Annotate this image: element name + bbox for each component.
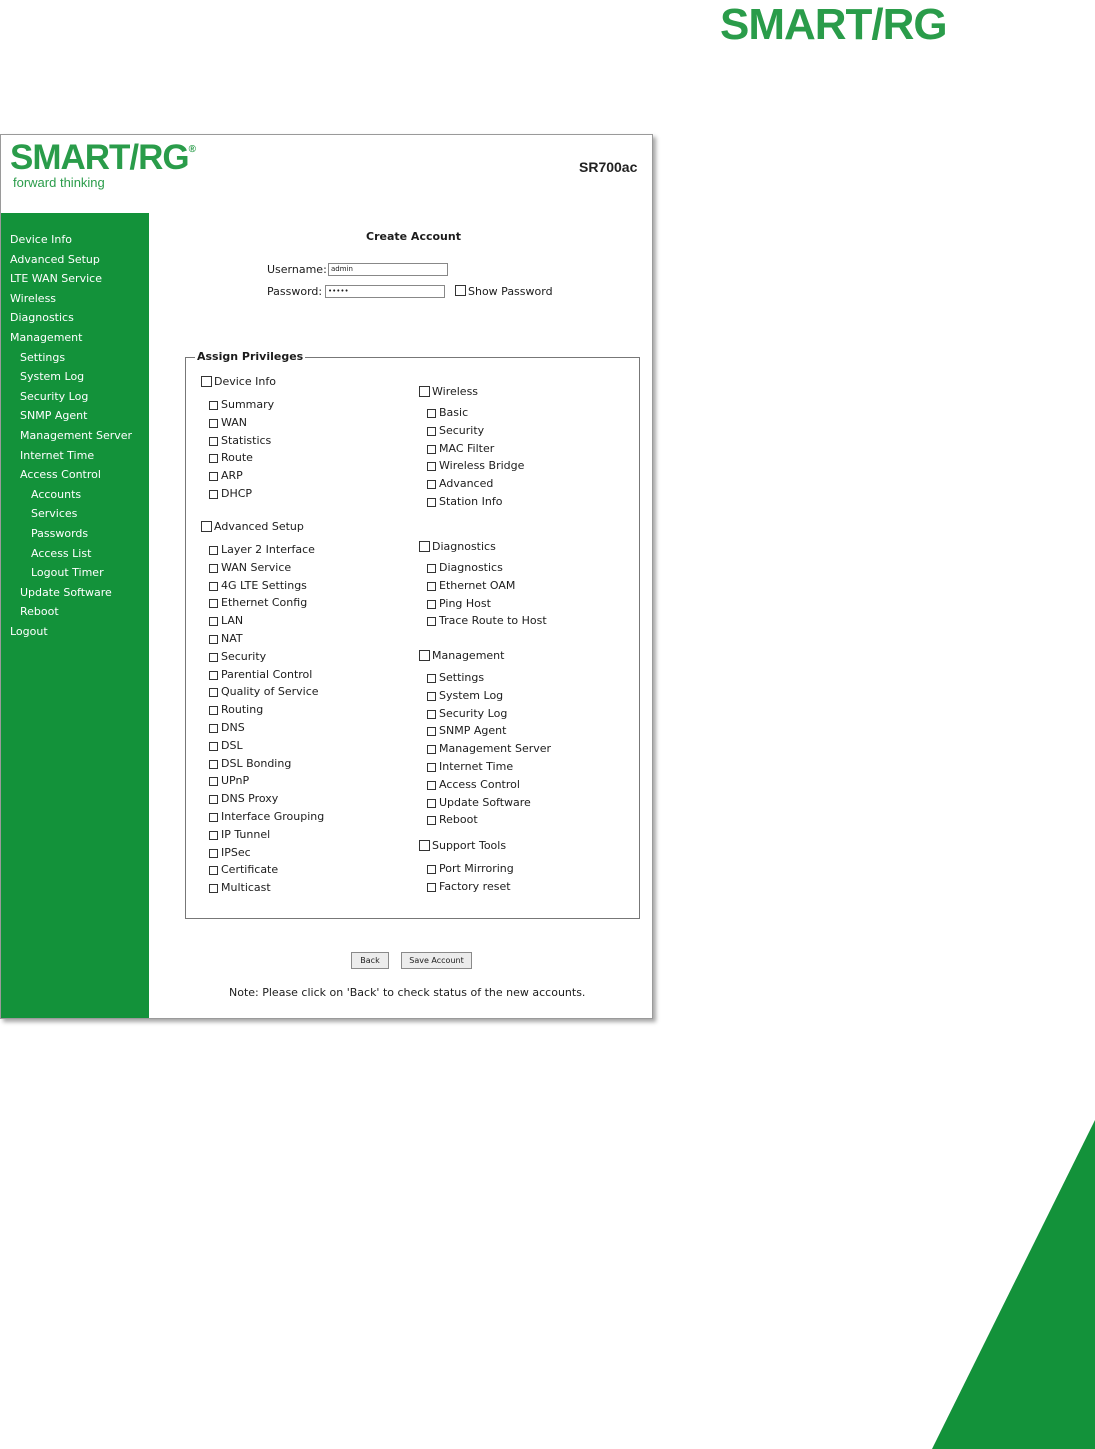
priv-r-management-server-checkbox[interactable] bbox=[427, 745, 436, 754]
router-header bbox=[1, 135, 652, 213]
save-account-button[interactable]: Save Account bbox=[401, 952, 472, 969]
priv-dns-label: DNS bbox=[221, 721, 245, 734]
sidebar-item-internet-time[interactable]: Internet Time bbox=[20, 448, 95, 462]
priv-r-internet-time-checkbox[interactable] bbox=[427, 763, 436, 772]
priv-r-station-info-label: Station Info bbox=[439, 495, 503, 508]
priv-r-system-log-checkbox[interactable] bbox=[427, 692, 436, 701]
priv-device-info-checkbox[interactable] bbox=[201, 376, 212, 387]
priv-r-wireless-bridge-checkbox[interactable] bbox=[427, 462, 436, 471]
priv-r-mac-filter-label: MAC Filter bbox=[439, 441, 495, 455]
priv-route-checkbox[interactable] bbox=[209, 454, 218, 463]
priv-nat-checkbox[interactable] bbox=[209, 635, 218, 644]
priv-r-reboot-label: Reboot bbox=[439, 813, 478, 827]
priv-statistics-checkbox[interactable] bbox=[209, 437, 218, 446]
show-password-label: Show Password bbox=[468, 285, 553, 298]
priv-r-basic-checkbox[interactable] bbox=[427, 409, 436, 418]
priv-security-checkbox[interactable] bbox=[209, 653, 218, 662]
priv-r-security-checkbox[interactable] bbox=[427, 427, 436, 436]
sidebar-item-access-control[interactable]: Access Control bbox=[20, 468, 101, 482]
priv-advanced-setup-label: Advanced Setup bbox=[214, 520, 304, 533]
priv-route-label: Route bbox=[221, 451, 253, 465]
priv-dns-proxy-label: DNS Proxy bbox=[221, 792, 279, 806]
priv-r-wireless-label: Wireless bbox=[432, 385, 479, 398]
sidebar-item-device-info[interactable]: Device Info bbox=[10, 233, 72, 246]
priv-r-trace-route-to-host-label: Trace Route to Host bbox=[439, 614, 547, 628]
priv-r-ethernet-oam-label: Ethernet OAM bbox=[439, 578, 516, 592]
priv-summary-label: Summary bbox=[221, 398, 275, 411]
priv-r-snmp-agent-checkbox[interactable] bbox=[427, 727, 436, 736]
sidebar-item-snmp-agent[interactable]: SNMP Agent bbox=[20, 409, 88, 423]
privileges-legend: Assign Privileges bbox=[197, 350, 304, 363]
priv-r-system-log-label: System Log bbox=[439, 688, 504, 702]
priv-dns-checkbox[interactable] bbox=[209, 724, 218, 733]
router-ui-frame bbox=[0, 134, 653, 1019]
priv-upnp-label: UPnP bbox=[221, 774, 250, 788]
priv-r-support-tools-label: Support Tools bbox=[432, 839, 507, 852]
priv-r-settings-checkbox[interactable] bbox=[427, 674, 436, 683]
priv-dns-proxy-checkbox[interactable] bbox=[209, 795, 218, 804]
priv-r-mac-filter-checkbox[interactable] bbox=[427, 445, 436, 454]
priv-r-advanced-label: Advanced bbox=[439, 477, 494, 491]
sidebar-item-accounts[interactable]: Accounts bbox=[31, 487, 82, 501]
priv-dsl-checkbox[interactable] bbox=[209, 742, 218, 751]
priv-dhcp-checkbox[interactable] bbox=[209, 490, 218, 499]
show-password-checkbox[interactable] bbox=[455, 285, 466, 296]
sidebar-item-services[interactable]: Services bbox=[31, 507, 78, 521]
priv-4g-lte-settings-label: 4G LTE Settings bbox=[221, 578, 307, 592]
priv-dsl-bonding-label: DSL Bonding bbox=[221, 756, 292, 770]
priv-quality-of-service-checkbox[interactable] bbox=[209, 688, 218, 697]
password-input[interactable]: ••••• bbox=[325, 285, 445, 298]
priv-wan-service-checkbox[interactable] bbox=[209, 564, 218, 573]
sidebar-item-diagnostics[interactable]: Diagnostics bbox=[10, 311, 74, 325]
priv-r-basic-label: Basic bbox=[439, 406, 469, 419]
priv-arp-checkbox[interactable] bbox=[209, 472, 218, 481]
priv-r-snmp-agent-label: SNMP Agent bbox=[439, 724, 507, 738]
sidebar-item-lte-wan-service[interactable]: LTE WAN Service bbox=[10, 272, 102, 286]
priv-r-diagnostics-checkbox[interactable] bbox=[419, 541, 430, 552]
priv-r-management-label: Management bbox=[432, 649, 505, 662]
priv-4g-lte-settings-checkbox[interactable] bbox=[209, 582, 218, 591]
priv-r-management-checkbox[interactable] bbox=[419, 650, 430, 661]
priv-statistics-label: Statistics bbox=[221, 433, 272, 447]
priv-interface-grouping-checkbox[interactable] bbox=[209, 813, 218, 822]
priv-advanced-setup-checkbox[interactable] bbox=[201, 521, 212, 532]
sidebar-item-wireless[interactable]: Wireless bbox=[10, 291, 57, 305]
priv-lan-label: LAN bbox=[221, 614, 244, 628]
priv-dhcp-label: DHCP bbox=[221, 487, 253, 500]
priv-r-settings-label: Settings bbox=[439, 671, 485, 684]
priv-r-factory-reset-label: Factory reset bbox=[439, 879, 511, 893]
priv-ipsec-checkbox[interactable] bbox=[209, 849, 218, 858]
priv-r-ping-host-label: Ping Host bbox=[439, 596, 491, 610]
priv-r-update-software-label: Update Software bbox=[439, 795, 531, 809]
priv-layer-2-interface-label: Layer 2 Interface bbox=[221, 543, 315, 556]
priv-certificate-checkbox[interactable] bbox=[209, 866, 218, 875]
priv-r-internet-time-label: Internet Time bbox=[439, 760, 514, 773]
priv-lan-checkbox[interactable] bbox=[209, 617, 218, 626]
note-text: Note: Please click on 'Back' to check status of the new accounts. bbox=[229, 986, 586, 999]
password-label: Password: bbox=[267, 285, 323, 298]
priv-r-update-software-checkbox[interactable] bbox=[427, 799, 436, 808]
priv-r-access-control-checkbox[interactable] bbox=[427, 781, 436, 790]
username-label: Username: bbox=[267, 263, 327, 276]
priv-wan-service-label: WAN Service bbox=[221, 560, 292, 574]
priv-wan-label: WAN bbox=[221, 415, 248, 429]
priv-routing-checkbox[interactable] bbox=[209, 706, 218, 715]
priv-security-label: Security bbox=[221, 649, 267, 663]
sidebar-item-logout[interactable]: Logout bbox=[10, 625, 48, 638]
priv-multicast-label: Multicast bbox=[221, 881, 271, 895]
sidebar-item-management-server[interactable]: Management Server bbox=[20, 429, 133, 442]
priv-r-security-log-checkbox[interactable] bbox=[427, 710, 436, 719]
priv-r-port-mirroring-checkbox[interactable] bbox=[427, 865, 436, 874]
priv-layer-2-interface-checkbox[interactable] bbox=[209, 546, 218, 555]
priv-r-port-mirroring-label: Port Mirroring bbox=[439, 862, 514, 875]
sidebar-item-logout-timer[interactable]: Logout Timer bbox=[31, 566, 104, 580]
priv-upnp-checkbox[interactable] bbox=[209, 777, 218, 786]
priv-wan-checkbox[interactable] bbox=[209, 419, 218, 428]
username-input[interactable]: admin bbox=[328, 263, 448, 276]
priv-device-info-label: Device Info bbox=[214, 375, 276, 388]
priv-r-diagnostics-label: Diagnostics bbox=[432, 540, 496, 553]
priv-ip-tunnel-label: IP Tunnel bbox=[221, 827, 271, 841]
sidebar-item-access-list[interactable]: Access List bbox=[31, 546, 92, 560]
corner-green-triangle bbox=[932, 1120, 1095, 1449]
priv-r-access-control-label: Access Control bbox=[439, 777, 520, 791]
priv-r-security-log-label: Security Log bbox=[439, 706, 508, 720]
priv-r-trace-route-to-host-checkbox[interactable] bbox=[427, 617, 436, 626]
priv-dsl-bonding-checkbox[interactable] bbox=[209, 760, 218, 769]
priv-multicast-checkbox[interactable] bbox=[209, 884, 218, 893]
priv-summary-checkbox[interactable] bbox=[209, 401, 218, 410]
priv-dsl-label: DSL bbox=[221, 738, 243, 752]
router-logo: SMART/RG® bbox=[10, 138, 196, 177]
priv-r-diagnostics-checkbox[interactable] bbox=[427, 564, 436, 573]
sidebar-nav bbox=[1, 213, 149, 1018]
sidebar-item-update-software[interactable]: Update Software bbox=[20, 585, 112, 599]
priv-ethernet-config-label: Ethernet Config bbox=[221, 596, 308, 610]
sidebar-item-advanced-setup[interactable]: Advanced Setup bbox=[10, 252, 100, 266]
priv-r-support-tools-checkbox[interactable] bbox=[419, 840, 430, 851]
model-name: SR700ac bbox=[579, 159, 638, 175]
priv-ethernet-config-checkbox[interactable] bbox=[209, 599, 218, 608]
priv-r-diagnostics-label: Diagnostics bbox=[439, 561, 503, 574]
sidebar-item-reboot[interactable]: Reboot bbox=[20, 605, 59, 619]
priv-r-reboot-checkbox[interactable] bbox=[427, 816, 436, 825]
priv-interface-grouping-label: Interface Grouping bbox=[221, 810, 325, 823]
priv-r-station-info-checkbox[interactable] bbox=[427, 498, 436, 507]
back-button[interactable]: Back bbox=[351, 952, 389, 969]
priv-r-ping-host-checkbox[interactable] bbox=[427, 600, 436, 609]
smartrg-top-logo: SMART/RG bbox=[720, 0, 947, 49]
priv-ip-tunnel-checkbox[interactable] bbox=[209, 831, 218, 840]
priv-routing-label: Routing bbox=[221, 703, 264, 717]
priv-parential-control-label: Parential Control bbox=[221, 667, 313, 681]
priv-certificate-label: Certificate bbox=[221, 863, 279, 877]
sidebar-item-settings[interactable]: Settings bbox=[20, 350, 66, 364]
priv-ipsec-label: IPSec bbox=[221, 845, 251, 859]
priv-r-management-server-label: Management Server bbox=[439, 742, 552, 756]
sidebar-item-security-log[interactable]: Security Log bbox=[20, 389, 89, 403]
priv-r-advanced-checkbox[interactable] bbox=[427, 480, 436, 489]
priv-r-security-label: Security bbox=[439, 423, 485, 437]
page-title: Create Account bbox=[366, 230, 461, 243]
sidebar-item-passwords[interactable]: Passwords bbox=[31, 527, 89, 540]
sidebar-item-system-log[interactable]: System Log bbox=[20, 370, 85, 384]
priv-r-wireless-checkbox[interactable] bbox=[419, 386, 430, 397]
priv-nat-label: NAT bbox=[221, 632, 243, 645]
sidebar-item-management[interactable]: Management bbox=[10, 331, 83, 344]
priv-r-wireless-bridge-label: Wireless Bridge bbox=[439, 459, 525, 473]
priv-quality-of-service-label: Quality of Service bbox=[221, 685, 319, 699]
priv-arp-label: ARP bbox=[221, 469, 243, 483]
priv-r-factory-reset-checkbox[interactable] bbox=[427, 883, 436, 892]
priv-r-ethernet-oam-checkbox[interactable] bbox=[427, 582, 436, 591]
priv-parential-control-checkbox[interactable] bbox=[209, 671, 218, 680]
logo-tagline: forward thinking bbox=[13, 175, 105, 190]
